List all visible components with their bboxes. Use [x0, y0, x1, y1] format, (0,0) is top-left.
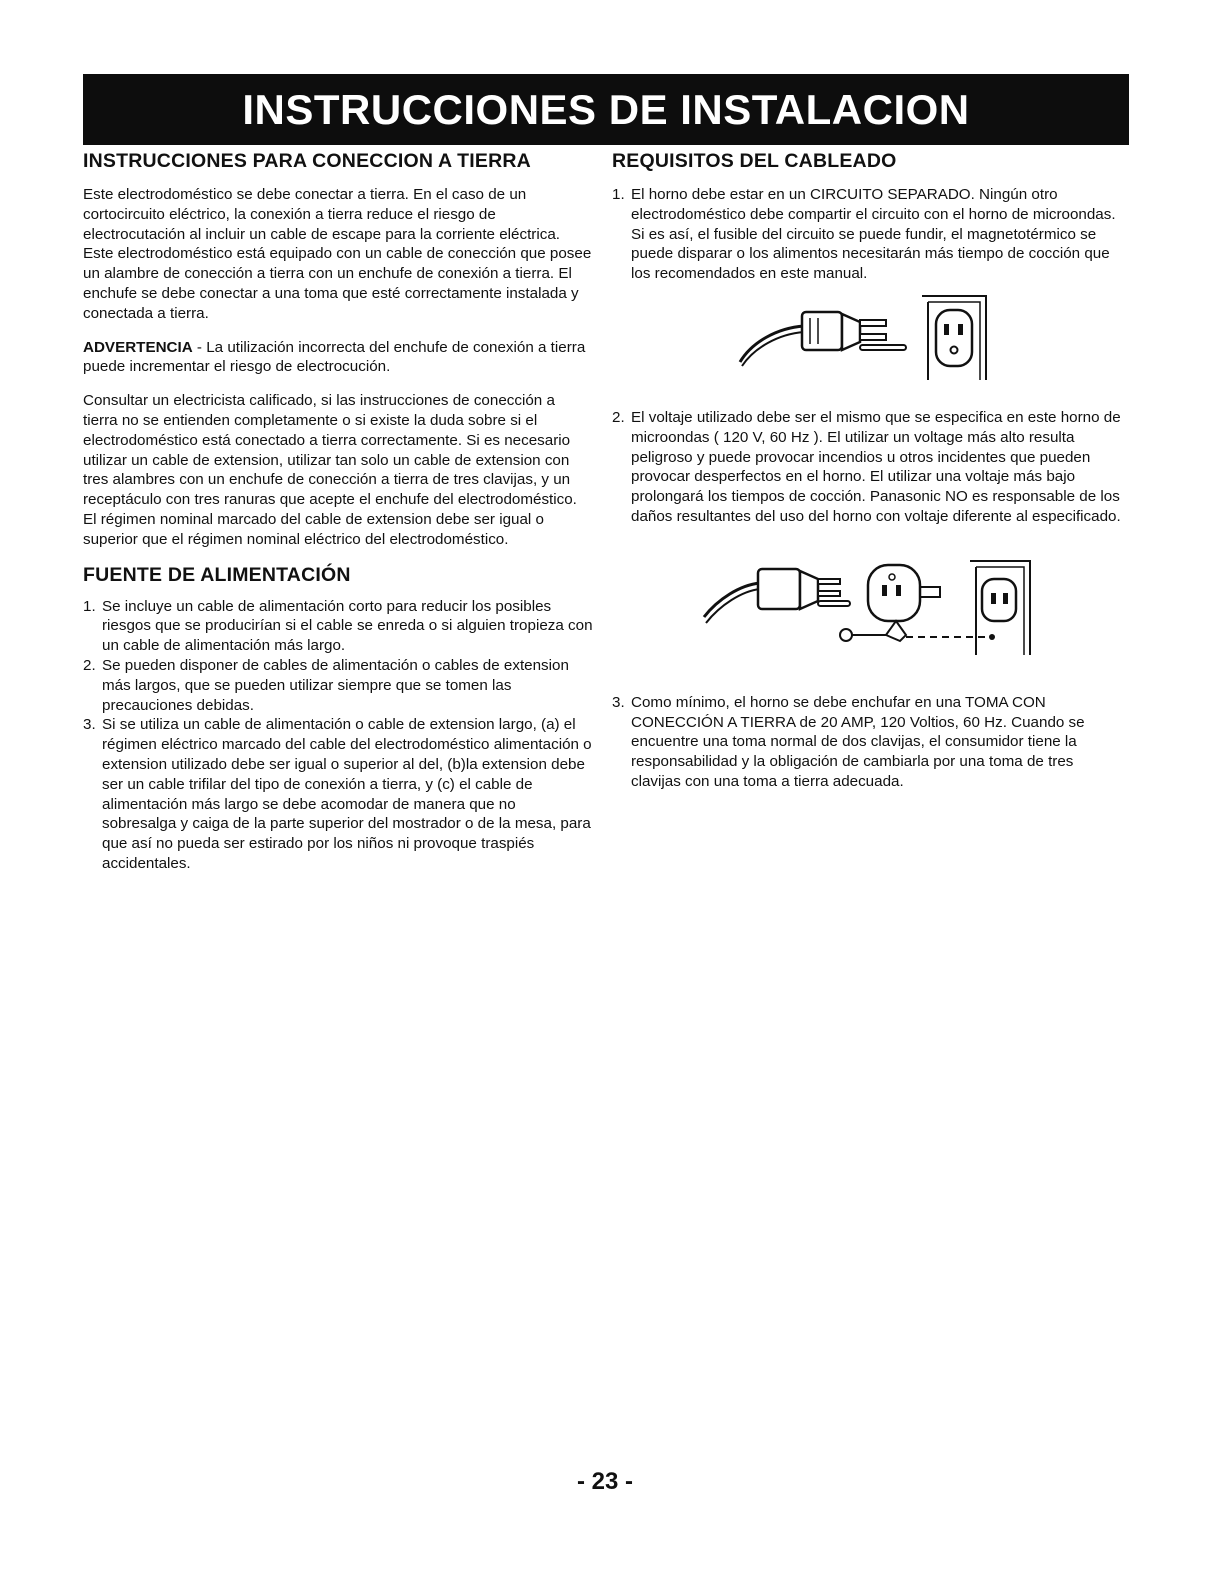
- adapter: [868, 565, 920, 621]
- list-item: [612, 408, 1127, 527]
- item-text: El horno debe estar en un CIRCUITO SEPARADO. Ningún otro electrodoméstico debe compartir el circuito con el horno de microondas. Si es así, el fusible del circuito se puede fundir, el magnetotérmico se puede disparar o los alimentos necesitarán más tiempo de cocción que los recomendados en este manual.: [631, 186, 1116, 283]
- plug-body: [802, 312, 842, 350]
- heading-power-supply: FUENTE DE ALIMENTACIÓN: [83, 563, 351, 586]
- item-text: Se incluye un cable de alimentación corto para reducir los posibles riesgos que se producirían si el cable se enreda o si alguien tropieza con un cable de alimentación más largo.: [102, 597, 593, 655]
- list-item: [83, 715, 593, 873]
- prong-top: [860, 320, 886, 326]
- plug-body: [758, 569, 800, 609]
- heading-wiring: REQUISITOS DEL CABLEADO: [612, 150, 897, 172]
- ground-lug: [886, 621, 906, 641]
- item-number: 1.: [83, 597, 96, 615]
- outlet: [936, 310, 972, 366]
- item-text: Como mínimo, el horno se debe enchufar en una TOMA CON CONECCIÓN A TIERRA de 20 AMP, 120 Voltios, 60 Hz. Cuando se encuentre una toma normal de dos clavijas, el consumidor tiene la responsabilidad y la obligación de cambiarla por una toma de tres clavijas con una toma a tierra adecuada.: [631, 693, 1085, 790]
- grounding-intro: Este electrodoméstico se debe conectar a tierra. En el caso de un cortocircuito eléctrico, la conexión a tierra reduce el riesgo de electrocutación al incluir un cable de escape para la corriente eléctrica. Este electrodoméstico está equipado con un cable de conección que posee un alambre de conección a tierra con un enchufe de conexión a tierra. El enchufe se debe conectar a una toma que esté correctamente instalada y conectada a tierra.: [83, 186, 592, 322]
- wiring-list-2: [612, 408, 1127, 527]
- wiring-list-3: [612, 693, 1127, 792]
- wiring-list-1: [612, 185, 1127, 284]
- outlet: [982, 579, 1016, 621]
- item-text: Se pueden disponer de cables de alimentación o cables de extension más largos, que se pueden utilizar siempre que se tomen las precauciones debidas.: [102, 656, 569, 714]
- warning-paragraph: [83, 338, 593, 378]
- list-item: [612, 185, 1127, 284]
- power-supply-list: [83, 597, 593, 874]
- ground-pin: [860, 345, 906, 350]
- item-number: 2.: [83, 656, 96, 674]
- grounded-plug-illustration: [732, 292, 1002, 382]
- list-item: [612, 693, 1127, 792]
- warning-label: ADVERTENCIA: [83, 338, 193, 356]
- heading-grounding: INSTRUCCIONES PARA CONECCION A TIERRA: [83, 150, 531, 172]
- item-number: 1.: [612, 186, 625, 203]
- banner-title: INSTRUCCIONES DE INSTALACION: [242, 85, 970, 133]
- prong-bottom: [860, 334, 886, 340]
- right-column: [612, 150, 1127, 792]
- item-text: El voltaje utilizado debe ser el mismo que se especifica en este horno de microondas ( 120 V, 60 Hz ). El utilizar un voltage más alto resulta peligroso y puede provocar incendios u otros incidentes que pueden provocar desperfectos en el horno. El utilizar una voltaje más bajo prolongará los tiempos de cocción. Panasonic NO es responsable de los daños resultantes del uso del horno con voltaje diferente al especificado.: [631, 408, 1121, 525]
- item-number: 3.: [612, 693, 625, 711]
- page-number: - 23 -: [576, 1468, 633, 1495]
- left-column: [83, 150, 593, 874]
- item-text: Si se utiliza un cable de alimentación o cable de extension largo, (a) el régimen eléctrico marcado del cable del electrodoméstico alimentación o extension utilizado debe ser igual o superior al del, (b)la extension debe ser un cable trifilar del tipo de conexión a tierra, y (c) el cable de alimentación más largo se debe acomodar de manera que no sobresalga y caiga de la parte superior del mostrador o de la mesa, para que así no pueda ser estirado por los niños ni provoque traspiés accidentales.: [102, 716, 592, 872]
- warning-text: - La utilización incorrecta del enchufe de conexión a tierra puede incrementar el riesgo de electrocución.: [83, 338, 586, 376]
- list-item: [83, 597, 593, 656]
- page-banner: [83, 74, 1129, 145]
- list-item: [83, 656, 593, 715]
- item-number: 2.: [612, 408, 625, 426]
- item-number: 3.: [83, 716, 96, 734]
- consult-paragraph: Consultar un electricista calificado, si las instrucciones de conección a tierra no se entienden completamente o si existe la duda sobre si el electrodoméstico está conectado a tierra correctamente. Si es necesario utilizar un cable de extension, utilizar tan solo un cable de extension con tres alambres con un enchufe de conección a tierra de tres clavijas, y un receptáculo con tres ranuras que acepte el enchufe del electrodoméstico. El régimen nominal marcado del cable de extension debe ser igual o superior que el régimen nominal eléctrico del electrodoméstico.: [83, 392, 577, 548]
- adapter-plug-illustration: [700, 557, 1040, 657]
